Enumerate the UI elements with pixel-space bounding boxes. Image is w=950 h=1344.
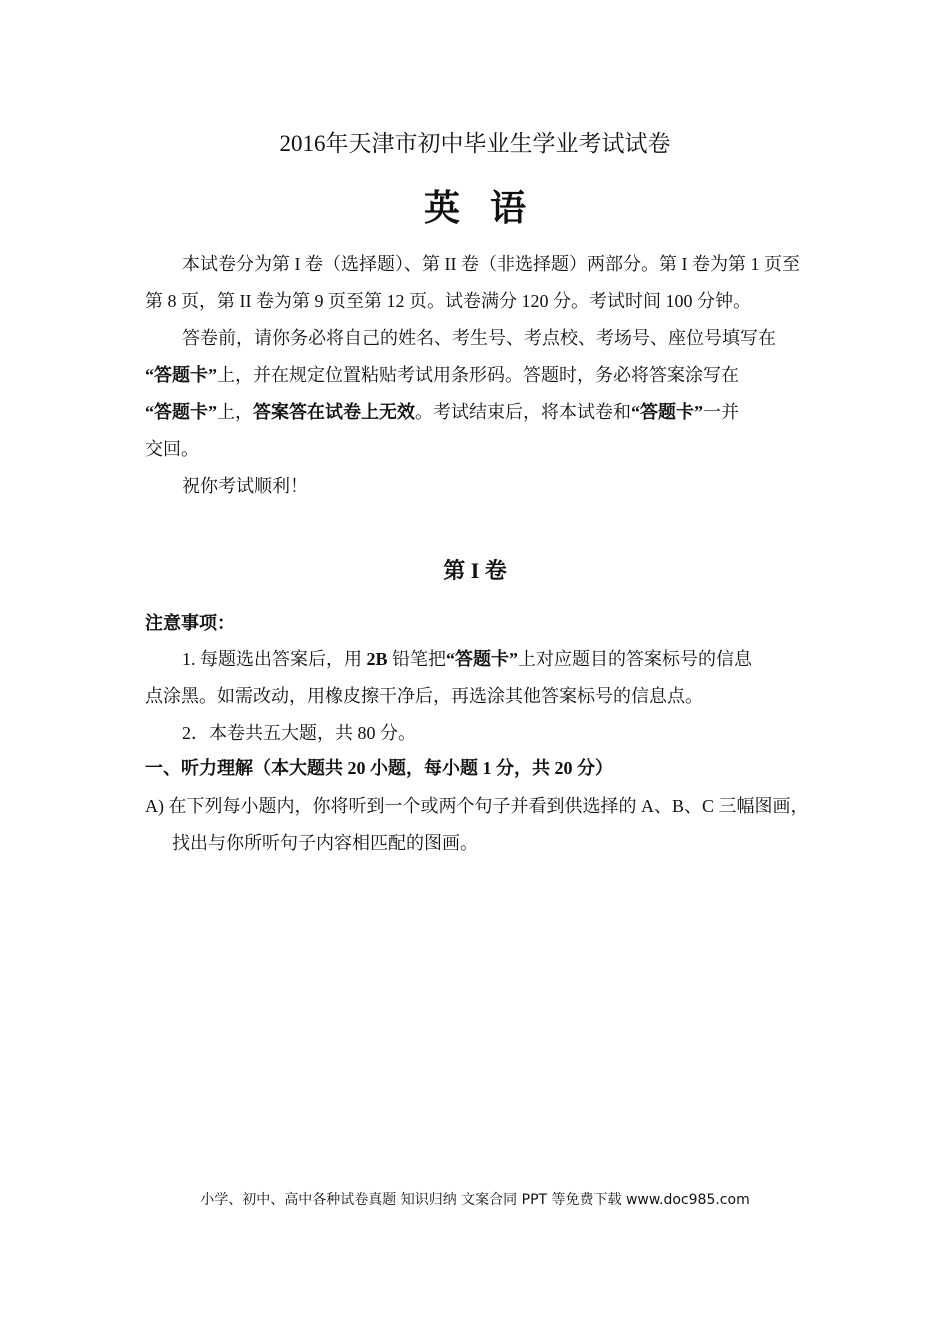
intro-p2-line3-text: 。考试结束后，将本试卷和 [415,402,631,422]
part-a-instruction-line2: 找出与你所听句子内容相匹配的图画。 [172,833,478,853]
notice-item-1-text: 1. 每题选出答案后，用 [182,649,367,669]
notice-label: 注意事项： [145,613,235,633]
notice-item-2: 2．本卷共五大题，共 80 分。 [182,723,416,743]
footer-text: 小学、初中、高中各种试卷真题 知识归纳 文案合同 PPT 等免费下载 www.doc985.com [200,1192,750,1208]
answer-card-term: “答题卡” [446,649,519,669]
intro-p2-line3-text: 一并 [703,402,739,422]
intro-p2-line2-text: 上，并在规定位置粘贴考试用条形码。答题时，务必将答案涂写在 [217,365,739,385]
section-heading: 第 I 卷 [443,558,507,583]
answer-card-term: “答题卡” [145,402,217,422]
subject-title: 英语 [423,188,556,229]
intro-p1-line2: 第 8 页，第 II 卷为第 9 页至第 12 页。试卷满分 120 分。考试时间 100 分钟。 [145,291,751,311]
intro-p2-line1: 答卷前，请你务必将自己的姓名、考生号、考点校、考场号、座位号填写在 [182,328,776,348]
invalid-answer-warning: 答案答在试卷上无效 [253,402,415,422]
intro-p2-line4: 交回。 [145,439,199,459]
intro-p2-line2 [145,363,739,387]
part-a-instruction-line1: A) 在下列每小题内，你将听到一个或两个句子并看到供选择的 A、B、C 三幅图画， [145,796,809,816]
exam-title: 2016年天津市初中毕业生学业考试试卷 [279,131,671,156]
good-luck-text: 祝你考试顺利！ [182,476,308,496]
part-1-heading: 一、听力理解（本大题共 20 小题，每小题 1 分，共 20 分） [145,758,613,778]
notice-item-1-text: 上对应题目的答案标号的信息 [518,649,753,669]
intro-p1-line1: 本试卷分为第 I 卷（选择题）、第 II 卷（非选择题）两部分。第 I 卷为第 1 页至 [182,254,800,274]
intro-p2-line3-text: 上， [217,402,253,422]
pencil-type: 2B [366,649,388,669]
notice-item-1-line2: 点涂黑。如需改动，用橡皮擦干净后，再选涂其他答案标号的信息点。 [145,686,703,706]
notice-item-1-line1 [182,647,752,671]
intro-p2-line3 [145,400,739,424]
notice-item-1-text: 铅笔把 [387,649,447,669]
answer-card-term: “答题卡” [631,402,703,422]
answer-card-term: “答题卡” [145,365,217,385]
